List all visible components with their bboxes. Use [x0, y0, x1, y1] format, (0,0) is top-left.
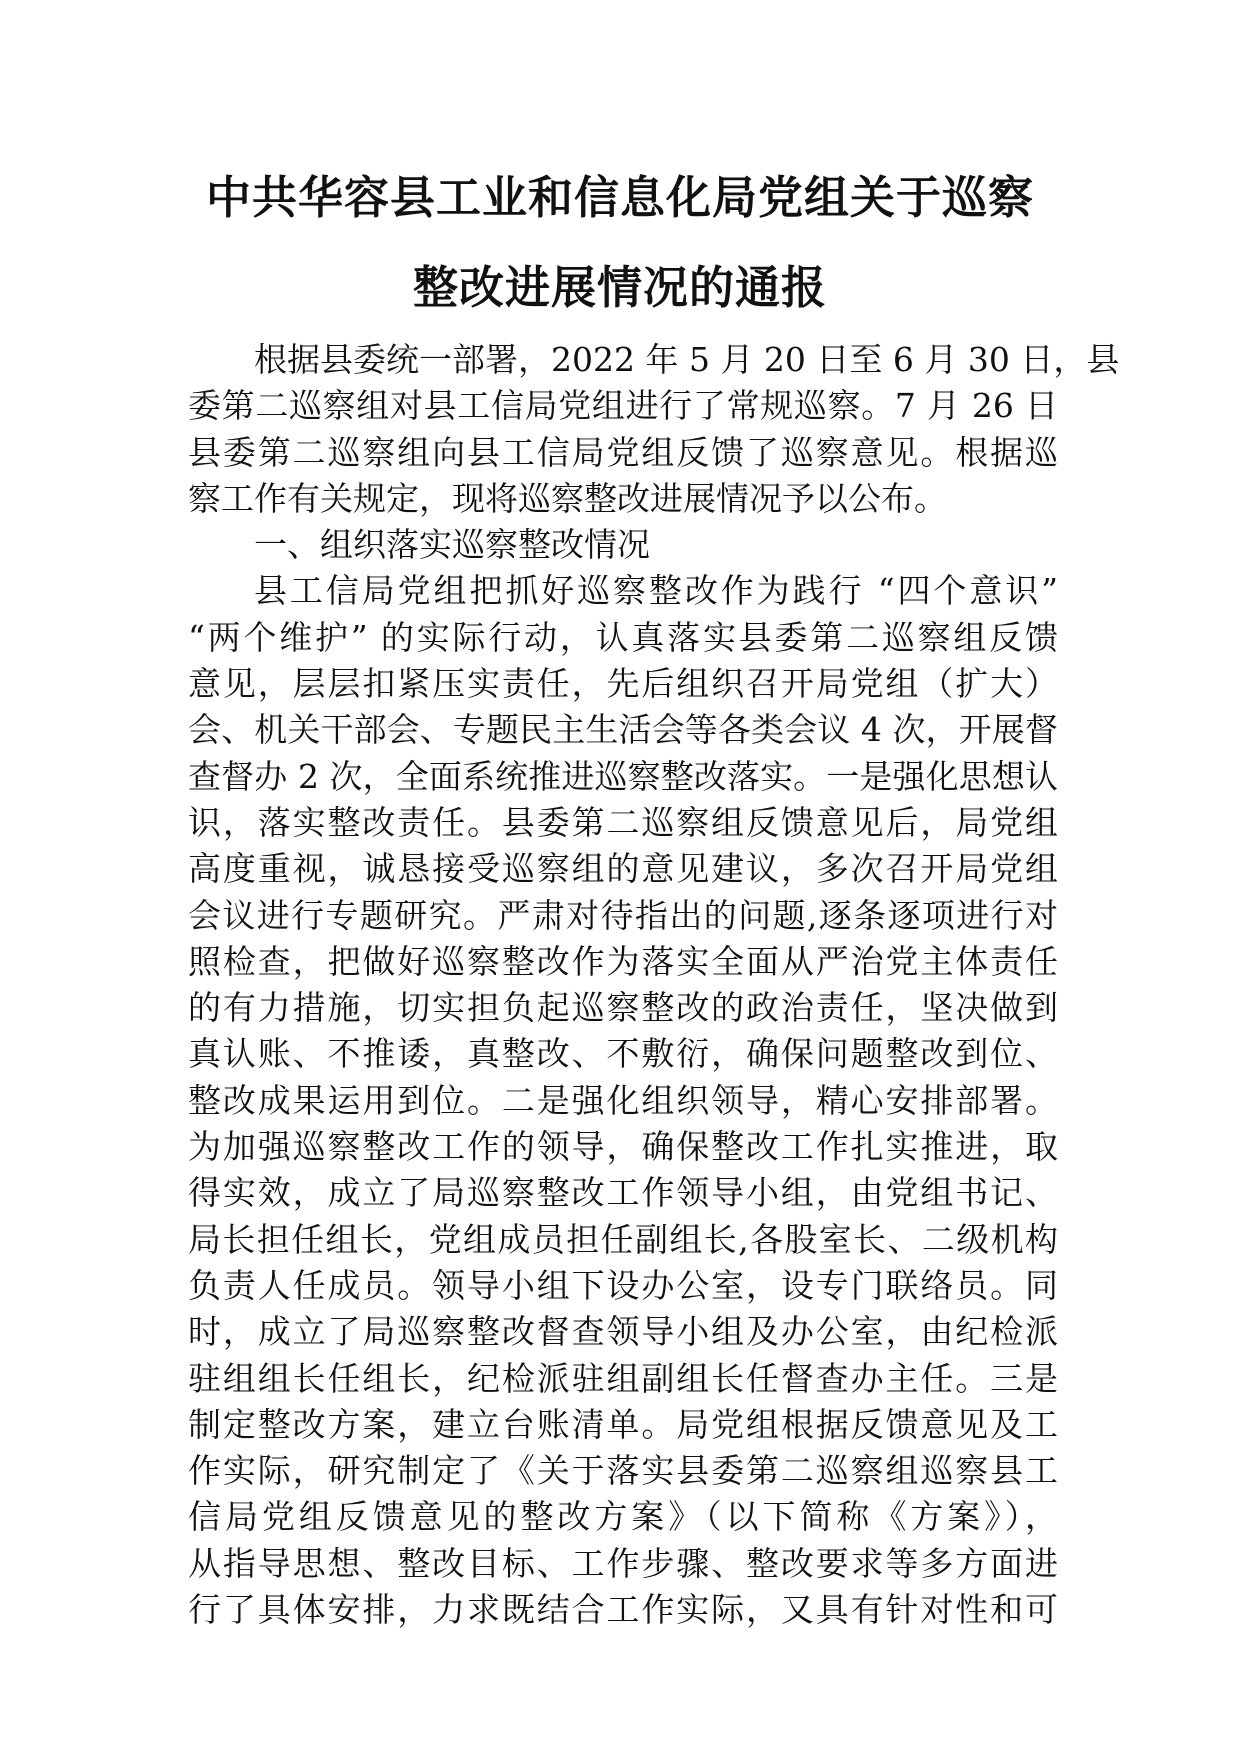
body-line: 察工作有关规定，现将巡察整改进展情况予以公布。 — [188, 478, 947, 518]
body-line: 制定整改方案，建立台账清单。局党组根据反馈意见及工 — [188, 1404, 1058, 1444]
body-line: 意见，层层扣紧压实责任，先后组织召开局党组（扩大） — [188, 664, 1058, 704]
body-line: 真认账、不推诿，真整改、不敷衍，确保问题整改到位、 — [188, 1034, 1058, 1074]
body-line: 根据县委统一部署，2022 年 5 月 20 日至 6 月 30 日，县 — [254, 340, 1120, 379]
body-line: 得实效，成立了局巡察整改工作领导小组，由党组书记、 — [188, 1173, 1058, 1213]
body-line: 从指导思想、整改目标、工作步骤、整改要求等多方面进 — [188, 1543, 1058, 1583]
body-line: 负责人任成员。领导小组下设办公室，设专门联络员。同 — [188, 1265, 1058, 1305]
body-line: 时，成立了局巡察整改督查领导小组及办公室，由纪检派 — [188, 1312, 1058, 1352]
body-line: 高度重视，诚恳接受巡察组的意见建议，多次召开局党组 — [188, 849, 1058, 889]
body-line: 委第二巡察组对县工信局党组进行了常规巡察。7 月 26 日 — [188, 386, 1058, 426]
document-body — [188, 337, 1120, 1633]
document-title-line-2: 整改进展情况的通报 — [412, 261, 827, 314]
body-line: 照检查，把做好巡察整改作为落实全面从严治党主体责任 — [188, 941, 1058, 981]
body-line: 整改成果运用到位。二是强化组织领导，精心安排部署。 — [188, 1080, 1058, 1120]
section-heading: 一、组织落实巡察整改情况 — [254, 525, 650, 565]
body-line: 驻组组长任组长，纪检派驻组副组长任督查办主任。三是 — [188, 1358, 1058, 1398]
body-line: 作实际，研究制定了《关于落实县委第二巡察组巡察县工 — [188, 1451, 1058, 1491]
body-line: 信局党组反馈意见的整改方案》（以下简称《方案》）， — [188, 1497, 1058, 1537]
body-line: 县工信局党组把抓好巡察整改作为践行 “四个意识” — [254, 571, 1058, 611]
body-line: 查督办 2 次，全面系统推进巡察整改落实。一是强化思想认 — [188, 756, 1058, 796]
body-line: 局长担任组长，党组成员担任副组长,各股室长、二级机构 — [188, 1219, 1058, 1259]
body-line: 行了具体安排，力求既结合工作实际，又具有针对性和可 — [188, 1590, 1058, 1630]
body-line: 会、机关干部会、专题民主生活会等各类会议 4 次，开展督 — [188, 710, 1058, 750]
body-line: “两个维护” 的实际行动，认真落实县委第二巡察组反馈 — [188, 617, 1058, 657]
body-line: 县委第二巡察组向县工信局党组反馈了巡察意见。根据巡 — [188, 432, 1058, 472]
body-line: 识，落实整改责任。县委第二巡察组反馈意见后，局党组 — [188, 802, 1058, 842]
body-line: 为加强巡察整改工作的领导，确保整改工作扎实推进，取 — [188, 1127, 1058, 1167]
body-line: 会议进行专题研究。严肃对待指出的问题,逐条逐项进行对 — [188, 895, 1058, 935]
body-line: 的有力措施，切实担负起巡察整改的政治责任，坚决做到 — [188, 988, 1058, 1028]
document-title-line-1: 中共华容县工业和信息化局党组关于巡察 — [205, 171, 1034, 224]
